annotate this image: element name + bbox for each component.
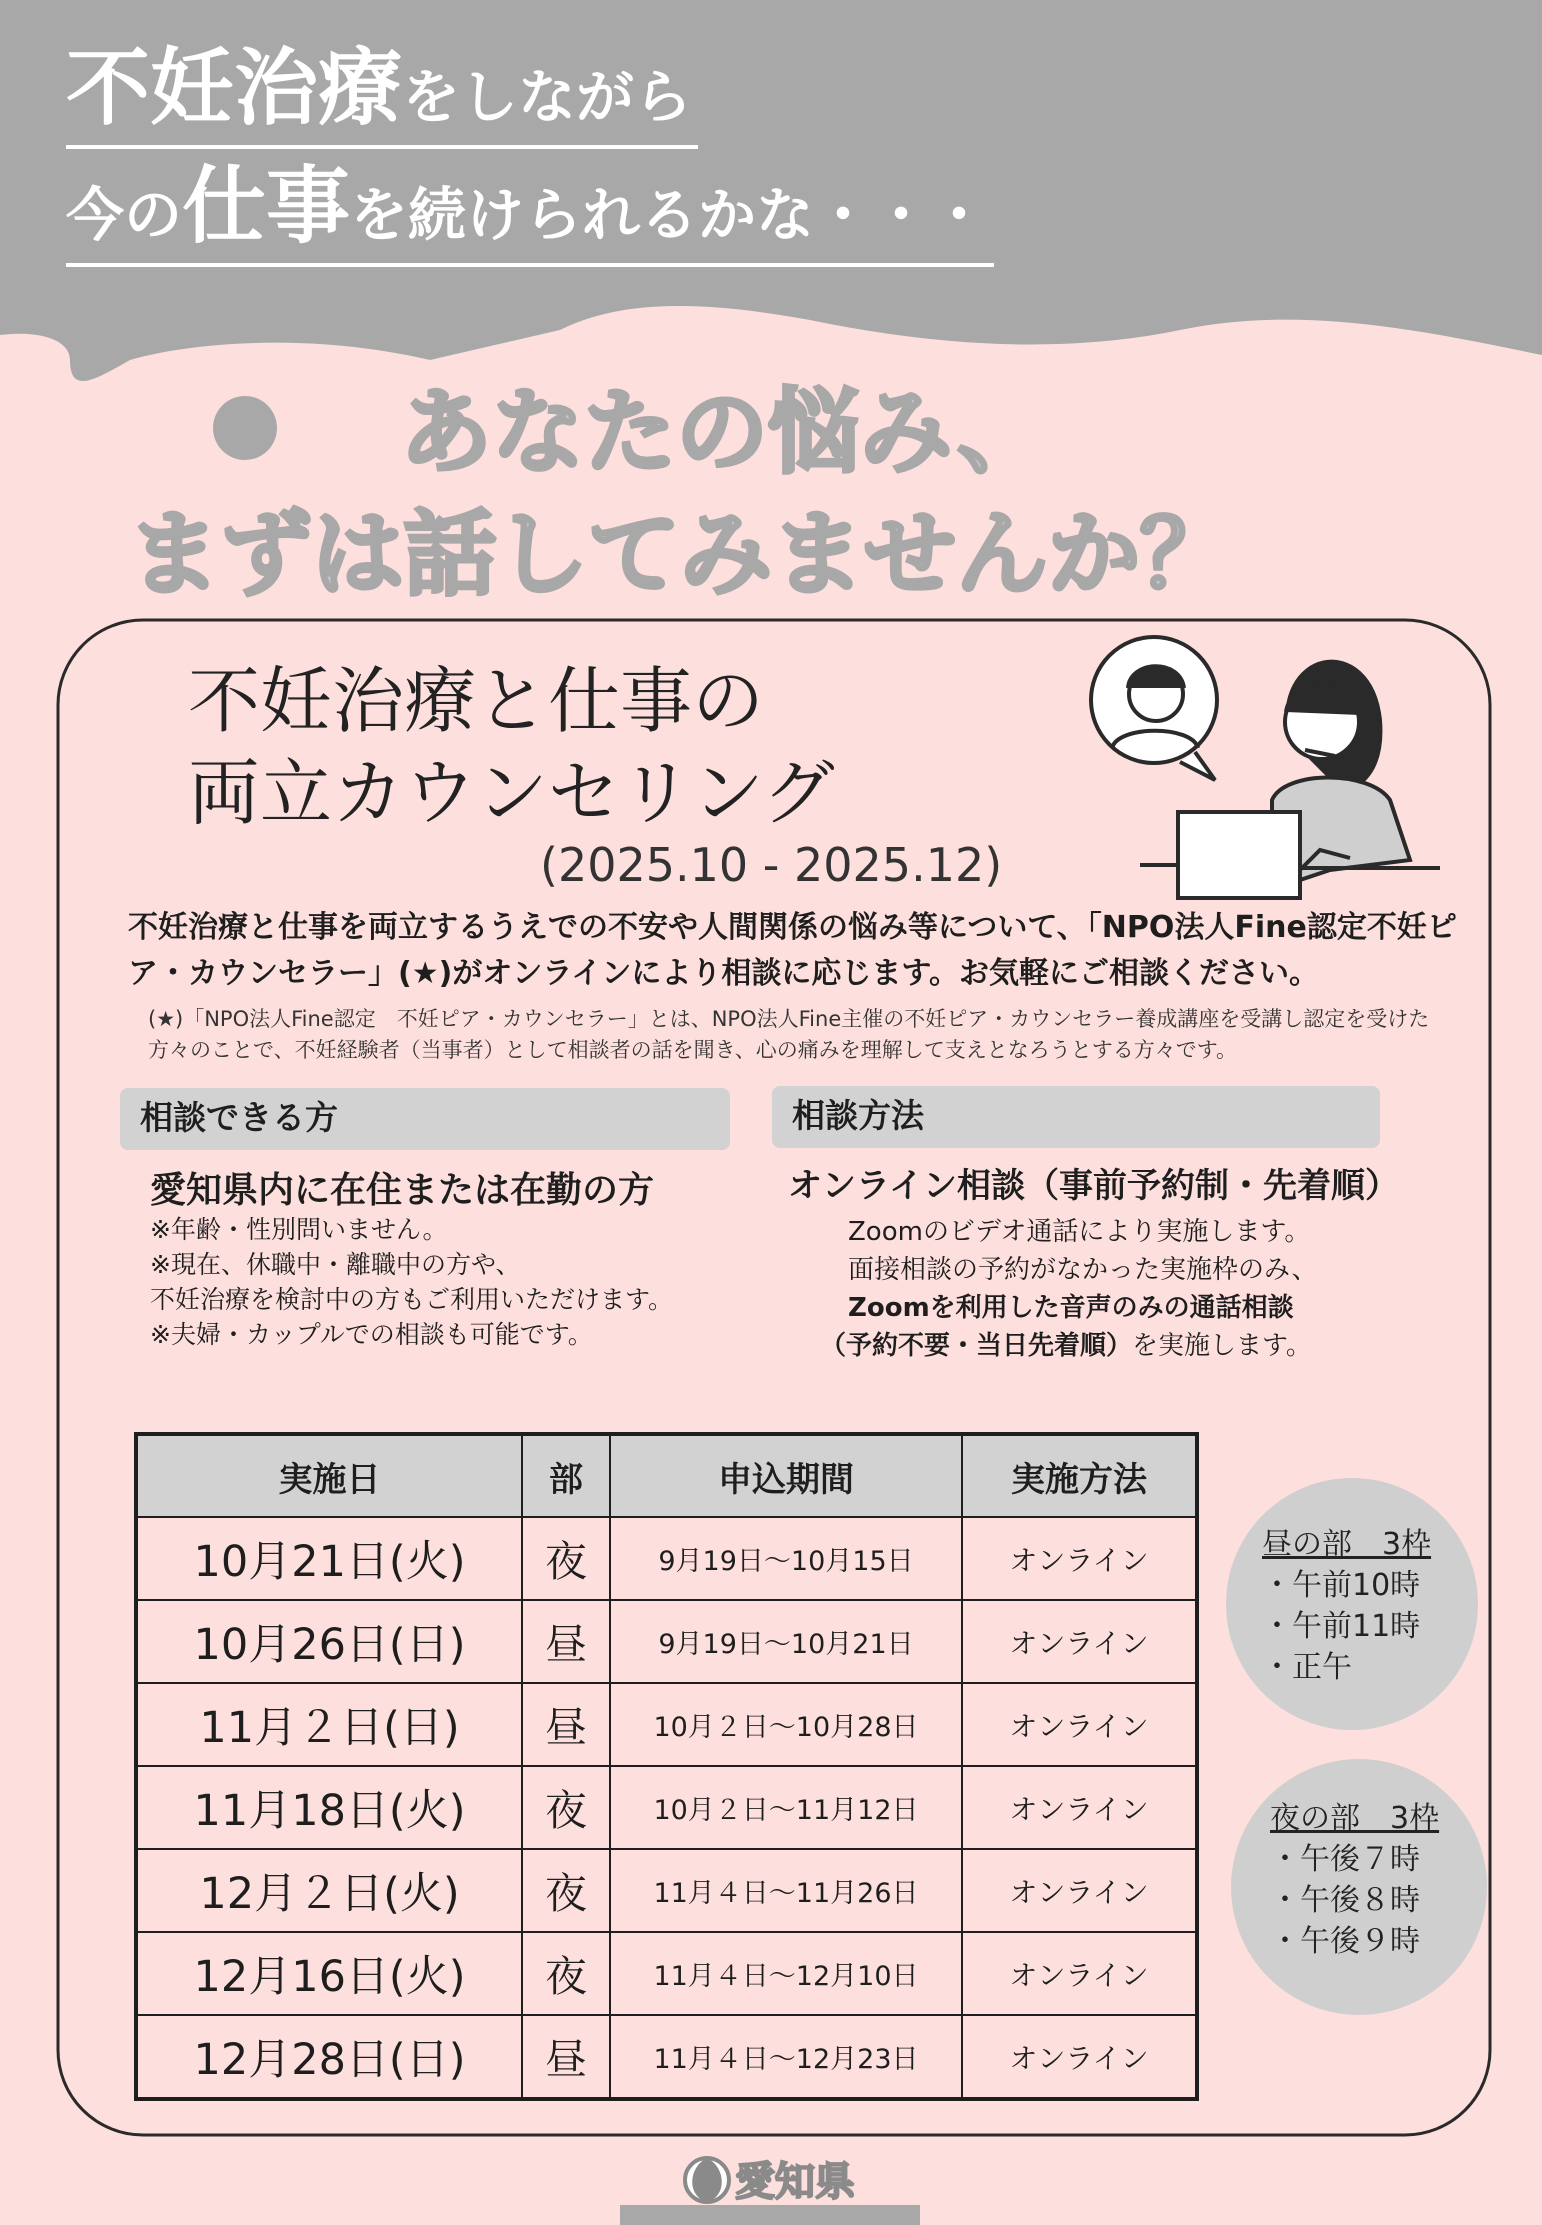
cell-part: 夜 (522, 1517, 610, 1600)
eligible-note-1: ※年齢・性別問いません。 (150, 1215, 448, 1244)
day-slots-text (1262, 1524, 1431, 1688)
section-heading-method: 相談方法 (772, 1086, 1380, 1148)
headline-line-2 (66, 158, 994, 267)
day-slots-heading: 昼の部 3枠 (1262, 1527, 1432, 1562)
cell-part: 夜 (522, 1849, 610, 1932)
schedule-table (134, 1432, 1199, 2101)
table-row (136, 1683, 1197, 1766)
cell-date: 12月２日(火) (136, 1849, 522, 1932)
cell-part: 昼 (522, 2015, 610, 2099)
headline-keyword-work: 仕事 (182, 157, 351, 255)
cell-method: オンライン (962, 2015, 1197, 2099)
counselor-note: (★)「NPO法人Fine認定 不妊ピア・カウンセラー」とは、NPO法人Fine主催の不妊ピア・カウンセラー養成講座を受講し認定を受けた方々のことで、不妊経験者（当事者）として相談者の話を聞き、心の痛みを理解して支えとなろうとする方々です。 (148, 1007, 1430, 1062)
intro-text: 不妊治療と仕事を両立するうえでの不安や人間関係の悩み等について、「NPO法人Fine認定不妊ピア・カウンセラー」(★)がオンラインにより相談に応じます。お気軽にご相談ください。 (128, 910, 1457, 991)
day-slot-item: ・午前10時 (1262, 1568, 1421, 1603)
table-row (136, 1932, 1197, 2015)
section-heading-eligible: 相談できる方 (120, 1088, 730, 1150)
footer-bar (620, 2205, 920, 2225)
headline-line-1 (66, 40, 698, 149)
cell-date: 11月18日(火) (136, 1766, 522, 1849)
method-line-4-rest: を実施します。 (1132, 1331, 1312, 1361)
method-details (820, 1213, 1318, 1365)
night-slot-item: ・午後７時 (1270, 1842, 1420, 1877)
aichi-logo-mark-icon (685, 2158, 729, 2202)
program-period: (2025.10 - 2025.12) (540, 838, 1003, 892)
day-slot-item: ・正午 (1262, 1650, 1352, 1685)
headline-line-1-rest: をしながら (402, 63, 693, 131)
header-date: 実施日 (136, 1434, 522, 1517)
night-slots-heading: 夜の部 3枠 (1270, 1801, 1440, 1836)
program-title-line-1: 不妊治療と仕事の (188, 659, 765, 743)
eligible-note-2: ※現在、休職中・離職中の方や、 (150, 1250, 521, 1279)
cell-method: オンライン (962, 1932, 1197, 2015)
day-slot-item: ・午前11時 (1262, 1609, 1421, 1644)
cell-date: 12月28日(日) (136, 2015, 522, 2099)
table-row (136, 1600, 1197, 1683)
cell-period: 10月２日～10月28日 (610, 1683, 962, 1766)
program-title-line-2: 両立カウンセリング (188, 751, 835, 835)
eligible-note-3: 不妊治療を検討中の方もご利用いただけます。 (150, 1285, 674, 1314)
table-row (136, 1517, 1197, 1600)
cell-period: 9月19日～10月21日 (610, 1600, 962, 1683)
headline-keyword-infertility: 不妊治療 (66, 39, 403, 137)
cell-date: 11月２日(日) (136, 1683, 522, 1766)
method-line-2: 面接相談の予約がなかった実施枠のみ、 (848, 1255, 1318, 1285)
cell-method: オンライン (962, 1600, 1197, 1683)
cell-period: 11月４日～12月23日 (610, 2015, 962, 2099)
cell-part: 夜 (522, 1766, 610, 1849)
cell-method: オンライン (962, 1517, 1197, 1600)
method-line-3: Zoomを利用した音声のみの通話相談 (848, 1293, 1294, 1323)
table-row (136, 1766, 1197, 1849)
table-row (136, 1849, 1197, 1932)
method-line-1: Zoomのビデオ通話により実施します。 (848, 1217, 1311, 1247)
method-main: オンライン相談（事前予約制・先着順） (788, 1166, 1399, 1206)
cell-period: 9月19日～10月15日 (610, 1517, 962, 1600)
night-slots-text (1270, 1798, 1439, 1962)
cell-period: 11月４日～12月10日 (610, 1932, 962, 2015)
program-title (188, 655, 835, 839)
cell-date: 10月26日(日) (136, 1600, 522, 1683)
cell-part: 昼 (522, 1683, 610, 1766)
method-line-4-bold: （予約不要・当日先着順） (820, 1331, 1133, 1361)
cell-method: オンライン (962, 1849, 1197, 1932)
schedule-header-row (136, 1434, 1197, 1517)
method-line-4 (820, 1327, 1318, 1365)
subheadline-line-1: あなたの悩み、 (400, 379, 1050, 486)
header-period: 申込期間 (610, 1434, 962, 1517)
cell-method: オンライン (962, 1766, 1197, 1849)
eligible-main: 愛知県内に在住または在勤の方 (150, 1170, 655, 1211)
table-row (136, 2015, 1197, 2099)
night-slot-item: ・午後８時 (1270, 1883, 1420, 1918)
cell-part: 昼 (522, 1600, 610, 1683)
cell-period: 10月２日～11月12日 (610, 1766, 962, 1849)
aichi-logo-text: 愛知県 (735, 2159, 855, 2205)
eligible-note-4: ※夫婦・カップルでの相談も可能です。 (150, 1320, 593, 1349)
headline-line-2-a: 今の (66, 181, 183, 249)
night-slot-item: ・午後９時 (1270, 1924, 1420, 1959)
cell-date: 10月21日(火) (136, 1517, 522, 1600)
decor-circle (213, 396, 277, 460)
cell-period: 11月４日～11月26日 (610, 1849, 962, 1932)
headline-line-2-b: を続けられるかな・・・ (350, 181, 989, 249)
eligible-notes (150, 1212, 673, 1352)
header-method: 実施方法 (962, 1434, 1197, 1517)
cell-date: 12月16日(火) (136, 1932, 522, 2015)
header-part: 部 (522, 1434, 610, 1517)
cell-method: オンライン (962, 1683, 1197, 1766)
subheadline-line-2: まずは話してみませんか？ (128, 501, 1233, 608)
cell-part: 夜 (522, 1932, 610, 2015)
